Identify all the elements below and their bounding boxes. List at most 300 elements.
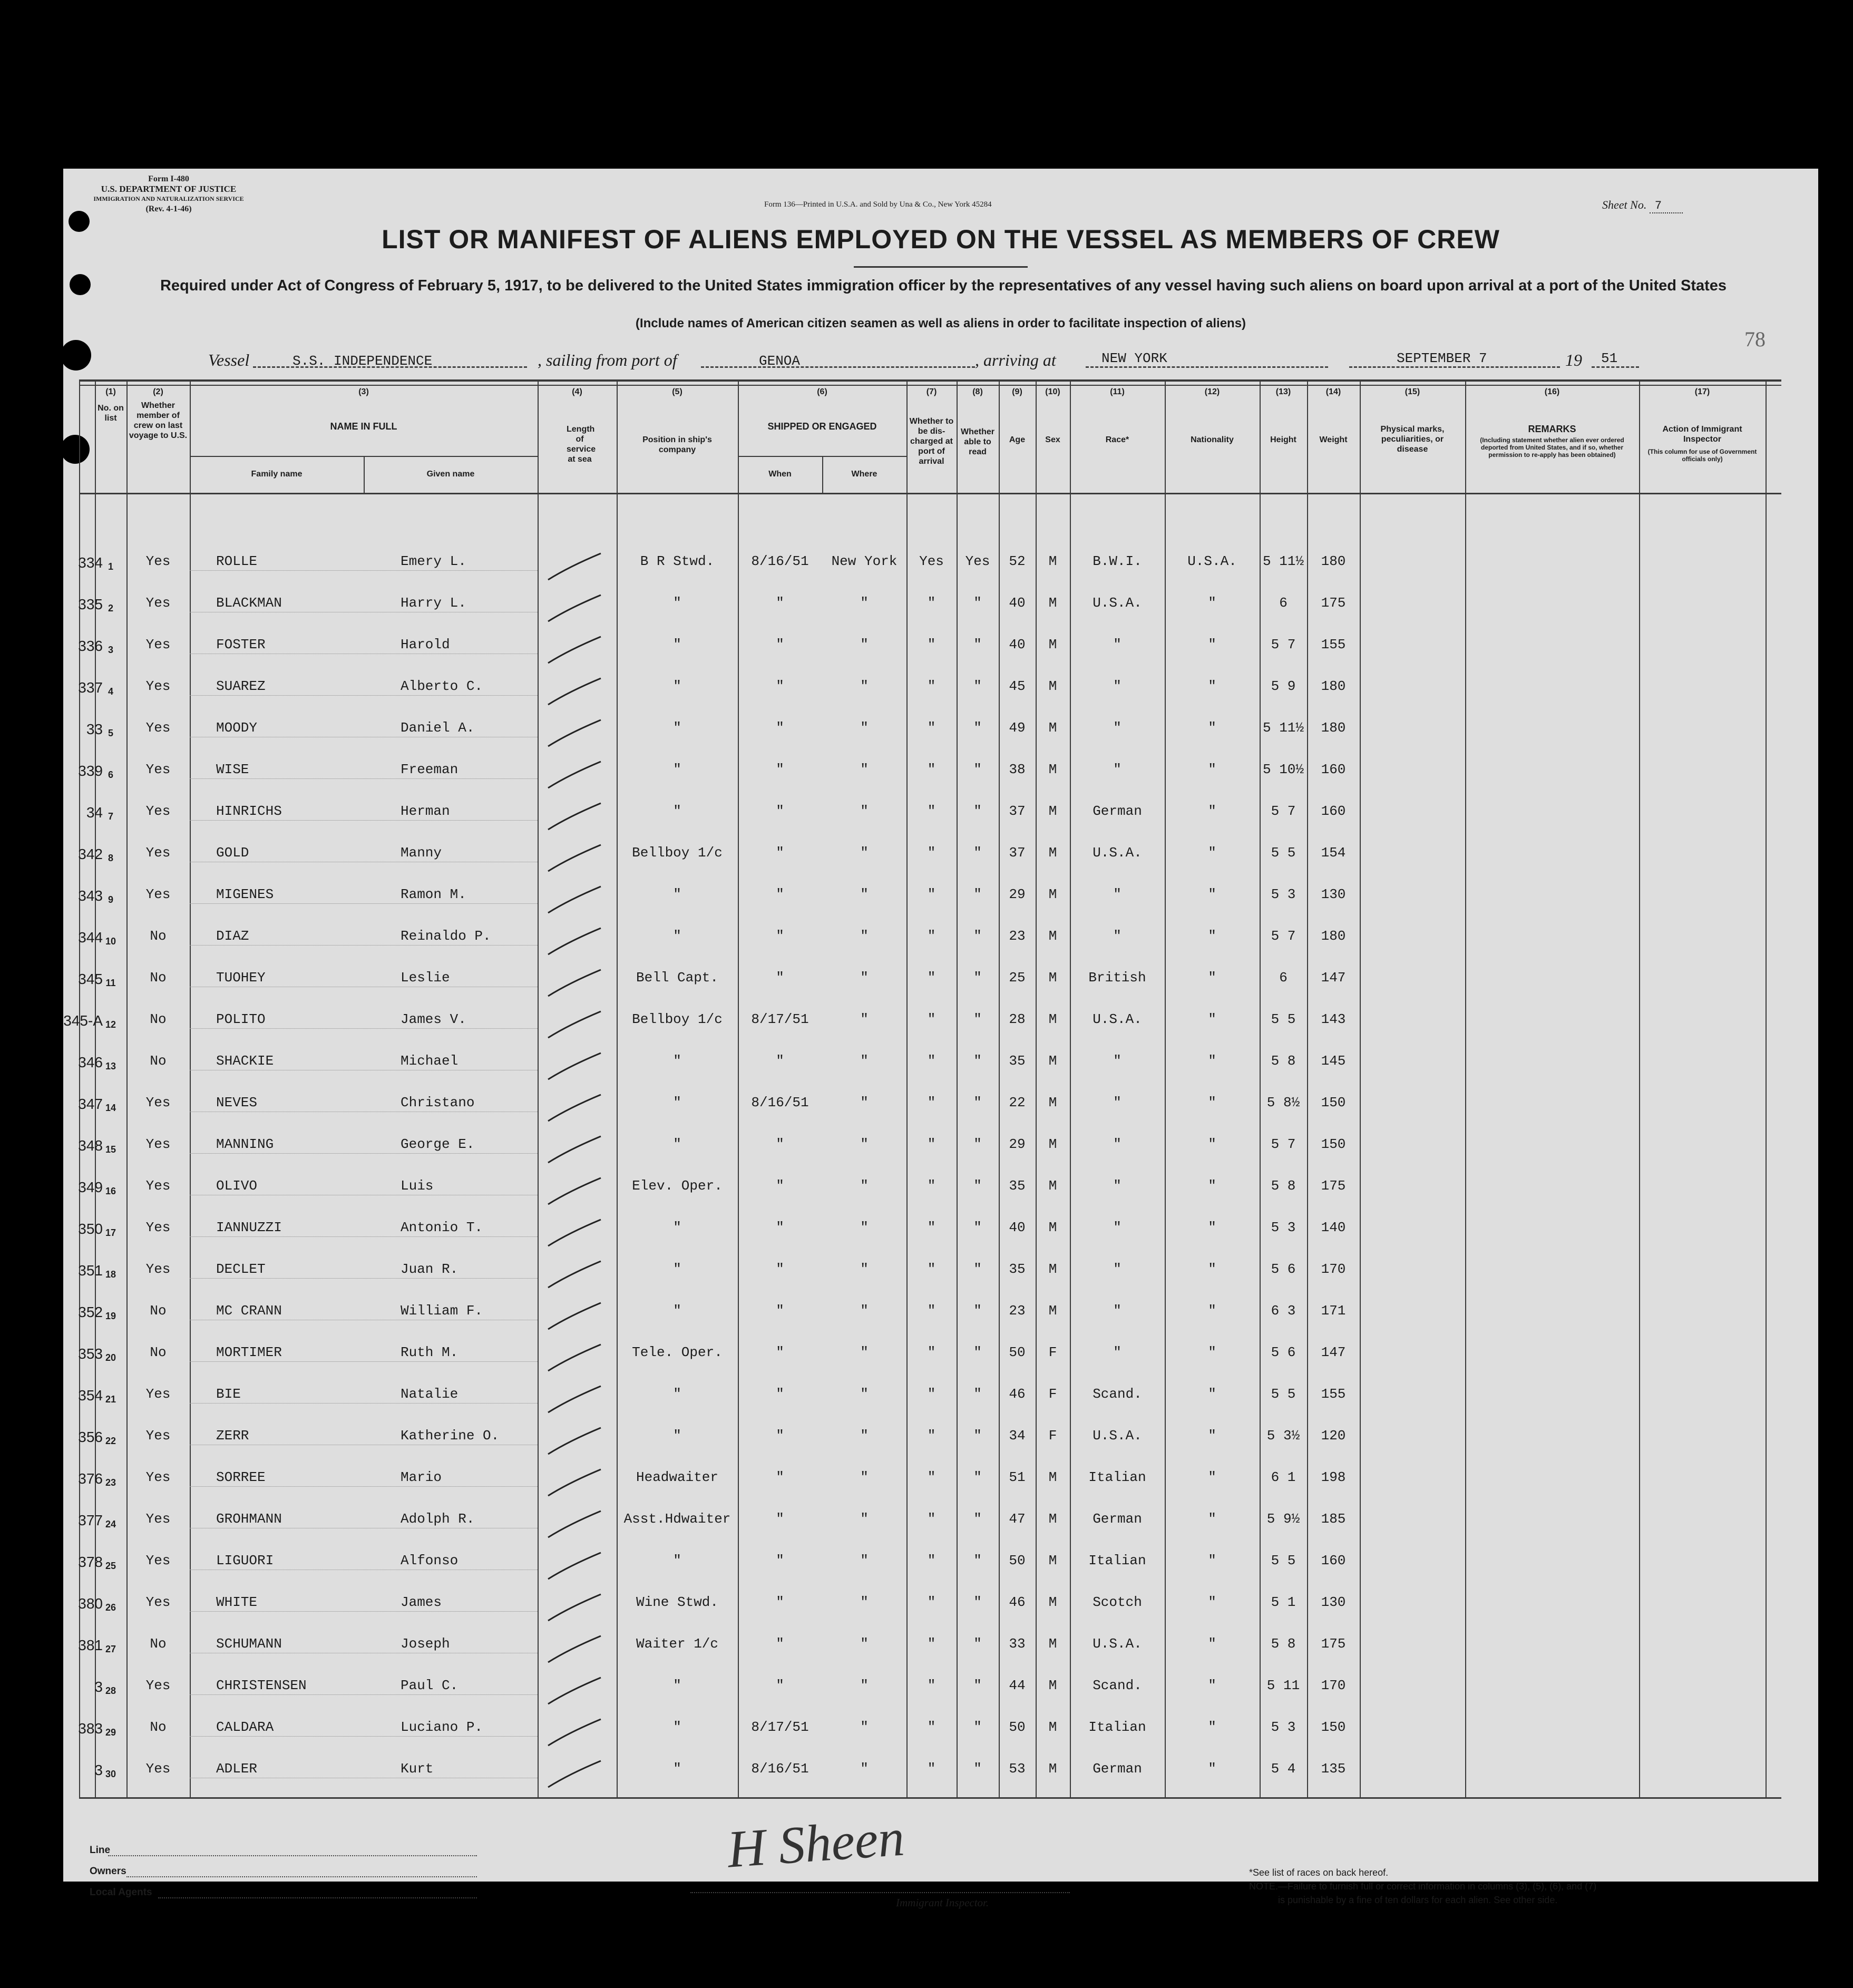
- cell-ht: 5 5: [1271, 1553, 1296, 1568]
- cell-no: 5: [108, 728, 113, 738]
- signature-line: [690, 1892, 1070, 1893]
- cell-where: ": [860, 1053, 869, 1069]
- cell-ht: 5 3: [1271, 1719, 1296, 1735]
- cell-ht: 5 7: [1271, 637, 1296, 652]
- cell-no: 25: [105, 1561, 116, 1571]
- service-checkmark: [548, 1761, 601, 1787]
- cell-given: Alfonso: [401, 1553, 459, 1568]
- name-underline: [190, 695, 538, 696]
- cell-family: SUAREZ: [216, 678, 266, 694]
- cell-age: 35: [1009, 1178, 1026, 1194]
- name-underline: [190, 570, 538, 571]
- cell-sex: M: [1048, 678, 1057, 694]
- cell-wt: 170: [1321, 1261, 1346, 1277]
- cell-family: MIGENES: [216, 886, 274, 902]
- cell-wt: 140: [1321, 1220, 1346, 1235]
- cell-prev: Yes: [145, 1553, 171, 1568]
- cell-race: U.S.A.: [1093, 595, 1142, 611]
- service-checkmark: [548, 1303, 601, 1329]
- year-underline: [1592, 366, 1639, 368]
- cell-ht: 6: [1279, 970, 1288, 986]
- col1-header: No. on list: [97, 404, 124, 423]
- cell-sex: F: [1048, 1386, 1057, 1402]
- cell-when: ": [776, 1220, 784, 1235]
- cell-wt: 180: [1321, 678, 1346, 694]
- cell-nat: ": [1208, 1178, 1216, 1194]
- col14-header: Weight: [1319, 435, 1348, 444]
- cell-race: Italian: [1088, 1553, 1146, 1568]
- cell-ht: 5 7: [1271, 803, 1296, 819]
- cell-read: ": [973, 1678, 982, 1693]
- cell-sex: F: [1048, 1344, 1057, 1360]
- cell-ht: 5 3: [1271, 886, 1296, 902]
- service-checkmark: [548, 1428, 601, 1454]
- cell-given: Michael: [401, 1053, 459, 1069]
- inspector-label: Immigrant Inspector.: [896, 1896, 989, 1909]
- cell-nat: ": [1208, 1303, 1216, 1319]
- col16-number: (16): [1544, 387, 1560, 396]
- cell-where: ": [860, 1594, 869, 1610]
- sheet-value: 7: [1650, 199, 1683, 213]
- sailing-label: , sailing from port of: [538, 350, 677, 369]
- cell-read: ": [973, 1719, 982, 1735]
- cell-prev: Yes: [145, 1428, 171, 1444]
- cell-position: ": [673, 1678, 681, 1693]
- cell-given: Alberto C.: [401, 678, 483, 694]
- cell-where: ": [860, 886, 869, 902]
- cell-ht: 5 6: [1271, 1344, 1296, 1360]
- cell-given: Natalie: [401, 1386, 459, 1402]
- manifest-ref-number: 347: [78, 1096, 103, 1112]
- cell-age: 45: [1009, 678, 1026, 694]
- cell-position: ": [673, 1303, 681, 1319]
- cell-read: Yes: [965, 553, 990, 569]
- cell-race: ": [1113, 1303, 1121, 1319]
- service-checkmark: [548, 1594, 601, 1621]
- grid-line: [1465, 379, 1466, 1797]
- cell-nat: ": [1208, 1636, 1216, 1652]
- cell-wt: 175: [1321, 1636, 1346, 1652]
- grid-line: [999, 379, 1000, 1797]
- cell-read: ": [973, 1011, 982, 1027]
- cell-where: ": [860, 1428, 869, 1444]
- cell-position: ": [673, 678, 681, 694]
- name-underline: [190, 1403, 538, 1404]
- cell-sex: M: [1048, 1053, 1057, 1069]
- cell-sex: M: [1048, 595, 1057, 611]
- cell-sex: M: [1048, 762, 1057, 777]
- cell-dis: ": [927, 1136, 936, 1152]
- cell-position: Bellboy 1/c: [632, 845, 723, 861]
- cell-sex: M: [1048, 845, 1057, 861]
- cell-ht: 6: [1279, 595, 1288, 611]
- cell-when: ": [776, 1178, 784, 1194]
- cell-read: ": [973, 720, 982, 736]
- cell-dis: ": [927, 1386, 936, 1402]
- manifest-ref-number: 345: [78, 971, 103, 987]
- col15-number: (15): [1405, 387, 1420, 396]
- line-underline: [108, 1855, 477, 1856]
- service-checkmark: [548, 553, 601, 580]
- col15-header: Physical marks, peculiarities, or disease: [1380, 425, 1445, 454]
- col6-number: (6): [817, 387, 827, 396]
- cell-race: U.S.A.: [1093, 1636, 1142, 1652]
- cell-prev: Yes: [145, 1386, 171, 1402]
- manifest-ref-number: 354: [78, 1387, 103, 1404]
- cell-family: LIGUORI: [216, 1553, 274, 1568]
- cell-prev: Yes: [145, 637, 171, 652]
- cell-age: 23: [1009, 1303, 1026, 1319]
- cell-position: ": [673, 1386, 681, 1402]
- cell-read: ": [973, 1344, 982, 1360]
- cell-when: 8/16/51: [751, 1761, 809, 1777]
- cell-when: ": [776, 1261, 784, 1277]
- col6-where-header: Where: [851, 470, 877, 479]
- cell-given: Juan R.: [401, 1261, 459, 1277]
- col3-family-header: Family name: [251, 470, 303, 479]
- cell-where: ": [860, 1511, 869, 1527]
- cell-wt: 180: [1321, 720, 1346, 736]
- cell-family: FOSTER: [216, 637, 266, 652]
- cell-dis: ": [927, 1678, 936, 1693]
- name-underline: [190, 1694, 538, 1695]
- cell-ht: 5 7: [1271, 1136, 1296, 1152]
- cell-ht: 5 8: [1271, 1053, 1296, 1069]
- cell-given: Emery L.: [401, 553, 466, 569]
- cell-nat: ": [1208, 595, 1216, 611]
- cell-when: ": [776, 762, 784, 777]
- cell-age: 37: [1009, 845, 1026, 861]
- cell-race: B.W.I.: [1093, 553, 1142, 569]
- service-checkmark: [548, 637, 601, 663]
- manifest-ref-number: 334: [78, 554, 103, 571]
- cell-family: TUOHEY: [216, 970, 266, 986]
- cell-where: ": [860, 720, 869, 736]
- cell-where: ": [860, 1636, 869, 1652]
- grid-line: [79, 1797, 1781, 1799]
- cell-wt: 185: [1321, 1511, 1346, 1527]
- cell-when: ": [776, 678, 784, 694]
- cell-race: ": [1113, 637, 1121, 652]
- include-note: (Include names of American citizen seamen as well as aliens in order to facilitate inspection of aliens): [635, 316, 1246, 330]
- cell-read: ": [973, 762, 982, 777]
- manifest-ref-number: 376: [78, 1470, 103, 1487]
- col4-header: Length of service at sea: [567, 425, 596, 464]
- cell-nat: ": [1208, 1469, 1216, 1485]
- cell-race: U.S.A.: [1093, 845, 1142, 861]
- cell-nat: ": [1208, 720, 1216, 736]
- cell-family: MORTIMER: [216, 1344, 282, 1360]
- cell-when: ": [776, 803, 784, 819]
- cell-read: ": [973, 1053, 982, 1069]
- cell-family: POLITO: [216, 1011, 266, 1027]
- cell-no: 21: [105, 1394, 116, 1405]
- service-checkmark: [548, 1636, 601, 1662]
- service-checkmark: [548, 1053, 601, 1079]
- cell-age: 37: [1009, 803, 1026, 819]
- name-underline: [190, 945, 538, 946]
- cell-where: ": [860, 928, 869, 944]
- cell-no: 19: [105, 1311, 116, 1321]
- cell-age: 50: [1009, 1553, 1026, 1568]
- cell-given: Freeman: [401, 762, 459, 777]
- penalty-note-1: NOTE.—Failure to furnish full or correct information in columns (3), (5), (6), and (7): [1249, 1881, 1597, 1892]
- cell-prev: No: [150, 1636, 167, 1652]
- col1-number: (1): [105, 387, 116, 396]
- cell-dis: ": [927, 1053, 936, 1069]
- cell-given: Leslie: [401, 970, 450, 986]
- cell-when: ": [776, 1636, 784, 1652]
- cell-no: 30: [105, 1769, 116, 1779]
- cell-wt: 160: [1321, 803, 1346, 819]
- cell-no: 13: [105, 1061, 116, 1071]
- cell-when: ": [776, 1511, 784, 1527]
- cell-wt: 150: [1321, 1095, 1346, 1110]
- cell-when: ": [776, 845, 784, 861]
- manifest-ref-number: 3: [94, 1762, 103, 1778]
- cell-sex: M: [1048, 1761, 1057, 1777]
- cell-when: ": [776, 928, 784, 944]
- arrival-underline: [1086, 366, 1328, 368]
- col17-subheader: (This column for use of Government officials only): [1647, 448, 1757, 463]
- manifest-ref-number: 352: [78, 1304, 103, 1320]
- cell-prev: No: [150, 928, 167, 944]
- cell-read: ": [973, 1261, 982, 1277]
- manifest-ref-number: 350: [78, 1221, 103, 1237]
- cell-no: 9: [108, 894, 113, 905]
- cell-nat: ": [1208, 1719, 1216, 1735]
- cell-prev: No: [150, 1303, 167, 1319]
- service-checkmark: [548, 1261, 601, 1288]
- grid-line: [906, 379, 908, 1797]
- cell-race: German: [1093, 1511, 1142, 1527]
- cell-race: ": [1113, 928, 1121, 944]
- cell-where: ": [860, 1386, 869, 1402]
- cell-nat: ": [1208, 1095, 1216, 1110]
- service-checkmark: [548, 1136, 601, 1163]
- col2-header: Whether member of crew on last voyage to U.S.: [129, 401, 188, 440]
- cell-age: 25: [1009, 970, 1026, 986]
- name-underline: [190, 820, 538, 821]
- cell-prev: No: [150, 1053, 167, 1069]
- cell-race: ": [1113, 1053, 1121, 1069]
- cell-age: 49: [1009, 720, 1026, 736]
- col5-header: Position in ship's company: [642, 435, 712, 454]
- name-underline: [190, 1486, 538, 1487]
- year-prefix: 19: [1565, 350, 1582, 369]
- cell-family: GROHMANN: [216, 1511, 282, 1527]
- cell-position: ": [673, 1553, 681, 1568]
- cell-family: SCHUMANN: [216, 1636, 282, 1652]
- cell-age: 44: [1009, 1678, 1026, 1693]
- cell-family: BIE: [216, 1386, 241, 1402]
- local-agents-label: Local Agents: [90, 1887, 152, 1898]
- cell-position: ": [673, 762, 681, 777]
- requirement-text: Required under Act of Congress of February 5, 1917, to be delivered to the United States immigration officer by the representatives of any vessel having such aliens on board upon arrival at a port of the United States: [160, 277, 1727, 294]
- cell-age: 47: [1009, 1511, 1026, 1527]
- cell-dis: ": [927, 1553, 936, 1568]
- cell-sex: M: [1048, 1303, 1057, 1319]
- arriving-label: , arriving at: [975, 350, 1056, 369]
- cell-dis: ": [927, 1011, 936, 1027]
- cell-ht: 6 3: [1271, 1303, 1296, 1319]
- cell-wt: 155: [1321, 1386, 1346, 1402]
- cell-dis: ": [927, 1220, 936, 1235]
- service-checkmark: [548, 1469, 601, 1496]
- cell-position: ": [673, 928, 681, 944]
- manifest-ref-number: 353: [78, 1346, 103, 1362]
- cell-wt: 171: [1321, 1303, 1346, 1319]
- manifest-ref-number: 349: [78, 1179, 103, 1195]
- cell-sex: M: [1048, 720, 1057, 736]
- manifest-ref-number: 378: [78, 1554, 103, 1570]
- grid-line: [1070, 379, 1071, 1797]
- cell-race: ": [1113, 1178, 1121, 1194]
- agents-underline: [158, 1897, 477, 1898]
- grid-line: [738, 379, 739, 1797]
- cell-ht: 6 1: [1271, 1469, 1296, 1485]
- cell-position: ": [673, 1761, 681, 1777]
- cell-prev: Yes: [145, 1761, 171, 1777]
- cell-prev: Yes: [145, 1220, 171, 1235]
- cell-nat: ": [1208, 1053, 1216, 1069]
- cell-nat: ": [1208, 845, 1216, 861]
- cell-sex: M: [1048, 637, 1057, 652]
- cell-ht: 5 5: [1271, 1011, 1296, 1027]
- service-checkmark: [548, 762, 601, 788]
- service-checkmark: [548, 1095, 601, 1121]
- cell-when: ": [776, 1344, 784, 1360]
- cell-wt: 130: [1321, 1594, 1346, 1610]
- cell-age: 29: [1009, 886, 1026, 902]
- cell-no: 3: [108, 645, 113, 655]
- penalty-note-2: is punishable by a fine of ten dollars for each alien. See other side.: [1278, 1895, 1558, 1905]
- grid-line: [190, 379, 191, 1797]
- cell-sex: M: [1048, 1469, 1057, 1485]
- cell-prev: No: [150, 970, 167, 986]
- cell-no: 27: [105, 1644, 116, 1654]
- cell-dis: ": [927, 1178, 936, 1194]
- cell-prev: No: [150, 1719, 167, 1735]
- cell-ht: 5 11½: [1262, 720, 1304, 736]
- footer-notes: [1249, 1866, 1596, 1907]
- cell-read: ": [973, 595, 982, 611]
- col5-number: (5): [672, 387, 682, 396]
- cell-when: ": [776, 1678, 784, 1693]
- cell-no: 11: [105, 978, 116, 988]
- cell-ht: 5 11½: [1262, 553, 1304, 569]
- line-label: Line: [90, 1845, 111, 1856]
- cell-where: ": [860, 803, 869, 819]
- cell-where: ": [860, 1344, 869, 1360]
- col11-header: Race*: [1105, 435, 1129, 444]
- cell-age: 35: [1009, 1053, 1026, 1069]
- cell-position: ": [673, 1095, 681, 1110]
- cell-given: Antonio T.: [401, 1220, 483, 1235]
- cell-family: WHITE: [216, 1594, 258, 1610]
- sheet-label: Sheet No.: [1602, 198, 1647, 211]
- cell-race: ": [1113, 886, 1121, 902]
- cell-where: ": [860, 762, 869, 777]
- col3-number: (3): [358, 387, 369, 396]
- cell-sex: M: [1048, 1594, 1057, 1610]
- races-note: *See list of races on back hereof.: [1249, 1867, 1389, 1878]
- department: U.S. DEPARTMENT OF JUSTICE: [101, 184, 237, 194]
- manifest-ref-number: 377: [78, 1512, 103, 1528]
- col3-given-header: Given name: [426, 470, 475, 479]
- cell-dis: ": [927, 1719, 936, 1735]
- inspector-signature: H Sheen: [725, 1808, 906, 1879]
- cell-family: SHACKIE: [216, 1053, 274, 1069]
- grid-line: [1165, 379, 1166, 1797]
- manifest-ref-number: 345-A: [63, 1012, 103, 1029]
- col3-header: NAME IN FULL: [330, 421, 397, 432]
- cell-family: MANNING: [216, 1136, 274, 1152]
- cell-dis: ": [927, 1761, 936, 1777]
- cell-family: MOODY: [216, 720, 258, 736]
- cell-race: British: [1088, 970, 1146, 986]
- cell-age: 34: [1009, 1428, 1026, 1444]
- grid-line: [79, 385, 1781, 386]
- cell-age: 40: [1009, 637, 1026, 652]
- cell-given: Mario: [401, 1469, 442, 1485]
- manifest-ref-number: 381: [78, 1637, 103, 1653]
- cell-when: ": [776, 720, 784, 736]
- cell-sex: M: [1048, 970, 1057, 986]
- cell-wt: 150: [1321, 1136, 1346, 1152]
- cell-where: ": [860, 1719, 869, 1735]
- cell-where: ": [860, 1095, 869, 1110]
- cell-no: 14: [105, 1103, 116, 1113]
- cell-wt: 130: [1321, 886, 1346, 902]
- name-underline: [190, 1236, 538, 1237]
- date-underline: [1349, 366, 1560, 368]
- col9-header: Age: [1009, 435, 1026, 444]
- cell-ht: 5 8: [1271, 1178, 1296, 1194]
- col8-header: Whether able to read: [961, 427, 994, 456]
- cell-nat: ": [1208, 678, 1216, 694]
- cell-ht: 5 5: [1271, 845, 1296, 861]
- cell-family: OLIVO: [216, 1178, 258, 1194]
- service-checkmark: [548, 1011, 601, 1038]
- title-rule: [854, 266, 1028, 268]
- grid-line: [1360, 379, 1361, 1797]
- punch-hole: [70, 274, 91, 295]
- service-checkmark: [548, 803, 601, 830]
- cell-prev: Yes: [145, 553, 171, 569]
- cell-wt: 180: [1321, 553, 1346, 569]
- cell-given: Luciano P.: [401, 1719, 483, 1735]
- manifest-ref-number: 380: [78, 1595, 103, 1612]
- cell-position: Tele. Oper.: [632, 1344, 723, 1360]
- port-of-departure: GENOA: [759, 353, 801, 369]
- cell-wt: 145: [1321, 1053, 1346, 1069]
- cell-position: Asst.Hdwaiter: [623, 1511, 731, 1527]
- cell-where: ": [860, 970, 869, 986]
- cell-sex: M: [1048, 553, 1057, 569]
- cell-no: 15: [105, 1144, 116, 1155]
- cell-dis: ": [927, 928, 936, 944]
- manifest-ref-number: 346: [78, 1054, 103, 1070]
- col10-header: Sex: [1045, 435, 1060, 444]
- cell-prev: Yes: [145, 845, 171, 861]
- cell-race: Scand.: [1093, 1678, 1142, 1693]
- cell-position: Bell Capt.: [636, 970, 719, 986]
- cell-race: ": [1113, 1261, 1121, 1277]
- arrival-port: NEW YORK: [1101, 350, 1167, 366]
- cell-dis: ": [927, 1594, 936, 1610]
- name-underline: [190, 1736, 538, 1737]
